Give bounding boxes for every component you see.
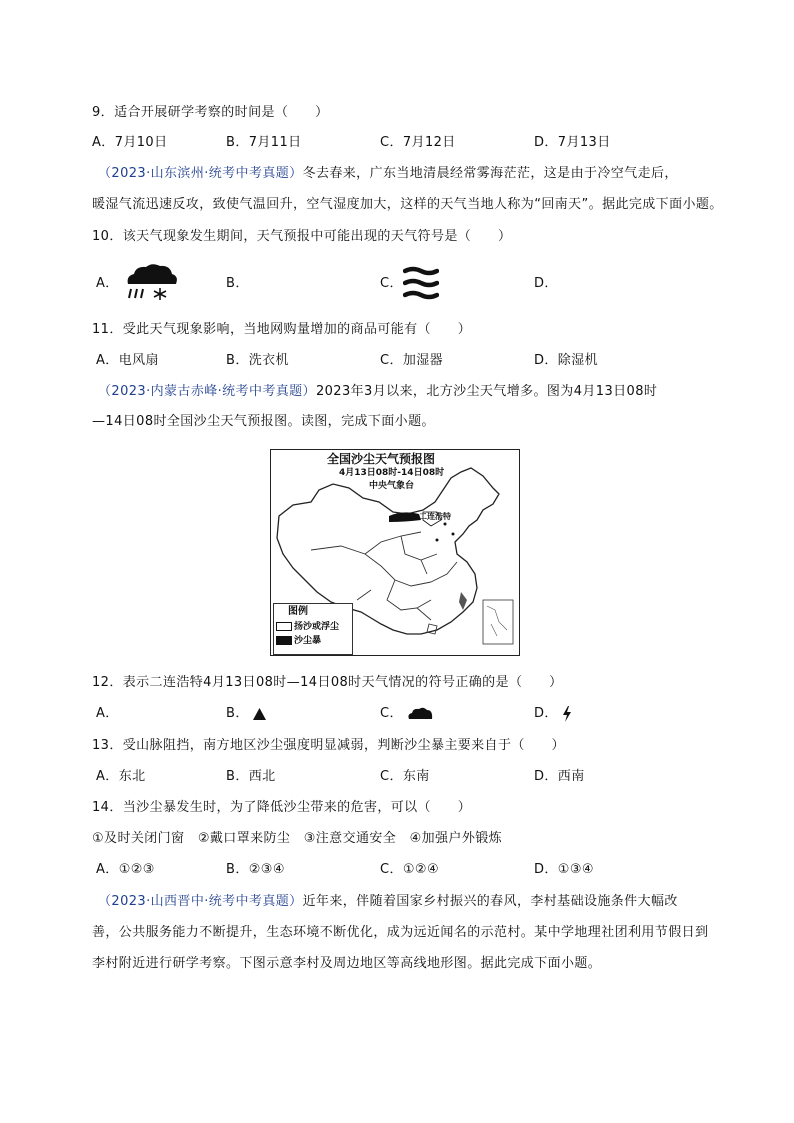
map-organization: 中央气象台 bbox=[369, 481, 415, 491]
legend-row-sandstorm bbox=[276, 636, 321, 647]
dust-forecast-map bbox=[270, 449, 520, 656]
fog-icon bbox=[403, 266, 439, 302]
intro1-line1 bbox=[98, 165, 678, 183]
intro3-text1: 近年来，伴随着国家乡村振兴的春风，李村基础设施条件大幅改 bbox=[302, 894, 678, 909]
q13-option-b: B．西北 bbox=[226, 769, 276, 784]
intro3-text3: 李村附近进行研学考察。下图示意李村及周边地区等高线地形图。据此完成下面小题。 bbox=[92, 956, 602, 971]
q12-option-b bbox=[226, 705, 266, 723]
q9-option-b: B．7月11日 bbox=[226, 135, 302, 150]
q14-option-a: A．①②③ bbox=[96, 862, 155, 877]
q14-option-b: B．②③④ bbox=[226, 862, 285, 877]
q13-option-a: A．东北 bbox=[96, 769, 146, 784]
q12-option-d-label: D． bbox=[534, 706, 558, 721]
intro1-source: （2023·山东滨州·统考中考真题） bbox=[98, 166, 303, 181]
lightning-icon bbox=[562, 706, 572, 722]
map-title: 全国沙尘天气预报图 bbox=[327, 452, 436, 466]
q13-stem: 13．受山脉阻挡，南方地区沙尘强度明显减弱，判断沙尘暴主要来自于（ ） bbox=[92, 738, 565, 753]
q13-option-d: D．西南 bbox=[534, 769, 585, 784]
q12-option-c bbox=[380, 705, 433, 723]
q12-option-a: A． bbox=[96, 706, 119, 721]
intro1-text2: 暖湿气流迅速反攻，致使气温回升，空气湿度加大，这样的天气当地人称为“回南天”。据此完成下面小题。 bbox=[92, 197, 723, 212]
q9-option-d: D．7月13日 bbox=[534, 135, 611, 150]
legend-swatch-sandstorm bbox=[276, 636, 292, 645]
q11-stem: 11．受此天气现象影响，当地网购量增加的商品可能有（ ） bbox=[92, 322, 472, 337]
legend-title: 图例 bbox=[288, 606, 308, 617]
q14-option-c: C．①②④ bbox=[380, 862, 440, 877]
map-subtitle: 4月13日08时-14日08时 bbox=[339, 468, 445, 478]
q12-option-d bbox=[534, 705, 572, 723]
q9-option-c: C．7月12日 bbox=[380, 135, 456, 150]
rain-snow-cloud-icon bbox=[122, 262, 180, 304]
q14-measures: ①及时关闭门窗 ②戴口罩来防尘 ③注意交通安全 ④加强户外锻炼 bbox=[92, 831, 503, 846]
map-point-label: 二连浩特 bbox=[419, 512, 451, 521]
q12-option-c-label: C． bbox=[380, 706, 403, 721]
q11-option-b: B．洗衣机 bbox=[226, 353, 289, 368]
intro1-text1: 冬去春来，广东当地清晨经常雾海茫茫，这是由于冷空气走后， bbox=[302, 166, 678, 181]
intro3-line1 bbox=[98, 893, 678, 911]
q10-stem: 10．该天气现象发生期间，天气预报中可能出现的天气符号是（ ） bbox=[92, 229, 512, 244]
q10-option-a: A． bbox=[96, 276, 119, 291]
q9-stem: 9．适合开展研学考察的时间是（ ） bbox=[92, 105, 329, 120]
triangle-icon bbox=[253, 708, 266, 720]
q11-option-d: D．除湿机 bbox=[534, 353, 599, 368]
q11-option-a: A．电风扇 bbox=[96, 353, 159, 368]
q13-option-c: C．东南 bbox=[380, 769, 430, 784]
q10-option-b: B． bbox=[226, 276, 249, 291]
q12-option-b-label: B． bbox=[226, 706, 249, 721]
q14-option-d: D．①③④ bbox=[534, 862, 594, 877]
intro2-source: （2023·内蒙古赤峰·统考中考真题） bbox=[98, 384, 316, 399]
intro3-text2: 善，公共服务能力不断提升，生态环境不断优化，成为远近闻名的示范村。某中学地理社团利用节假日到 bbox=[92, 925, 709, 940]
map-legend bbox=[273, 603, 353, 655]
q11-option-c: C．加湿器 bbox=[380, 353, 444, 368]
intro2-text2: —14日08时全国沙尘天气预报图。读图，完成下面小题。 bbox=[92, 414, 435, 429]
q10-option-d: D． bbox=[534, 276, 558, 291]
legend-swatch-dust bbox=[276, 622, 292, 631]
dark-cloud-icon bbox=[407, 707, 433, 720]
intro2-line1 bbox=[98, 383, 657, 401]
q12-stem: 12．表示二连浩特4月13日08时—14日08时天气情况的符号正确的是（ ） bbox=[92, 675, 563, 690]
legend-row-dust bbox=[276, 622, 339, 633]
legend-label-sandstorm: 沙尘暴 bbox=[294, 636, 322, 646]
q14-stem: 14．当沙尘暴发生时，为了降低沙尘带来的危害，可以（ ） bbox=[92, 800, 472, 815]
intro3-source: （2023·山西晋中·统考中考真题） bbox=[98, 894, 303, 909]
legend-label-dust: 扬沙或浮尘 bbox=[294, 622, 340, 632]
q10-option-c: C． bbox=[380, 276, 403, 291]
intro2-text1: 2023年3月以来，北方沙尘天气增多。图为4月13日08时 bbox=[315, 384, 658, 399]
q9-option-a: A．7月10日 bbox=[92, 135, 168, 150]
